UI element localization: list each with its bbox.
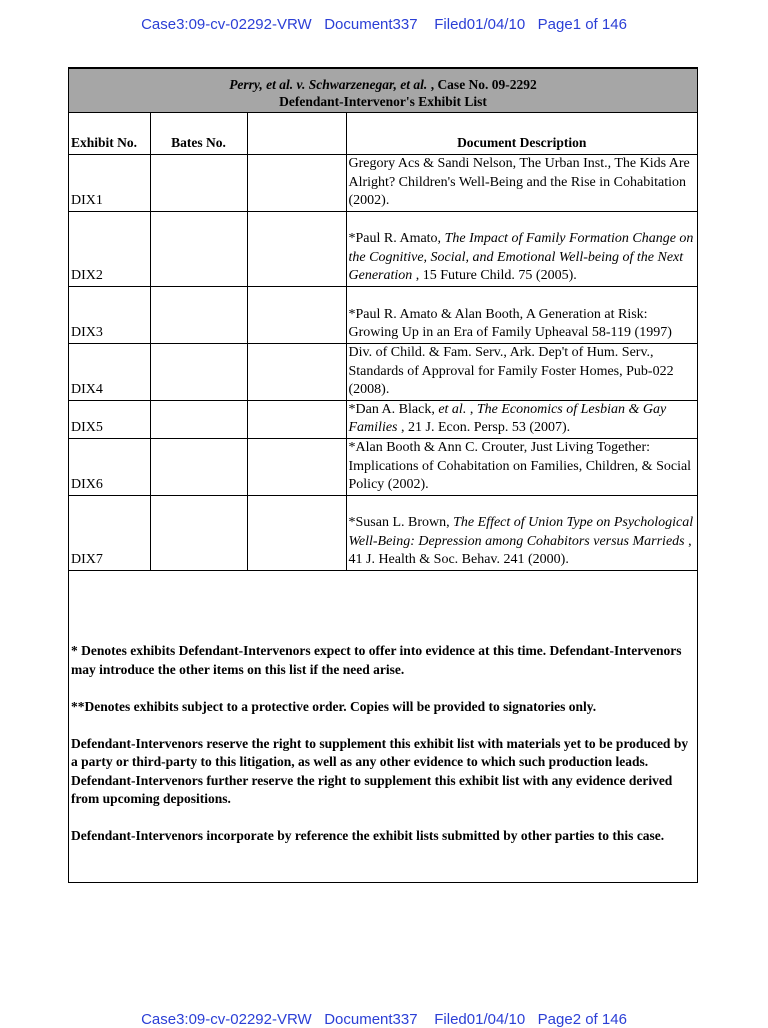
exhibit-table	[69, 113, 697, 571]
exhibit-number: DIX4	[69, 343, 150, 400]
description-title-segment: The Effect of Union Type on Psychological Well-Being: Depression among Cohabitors versus Marrieds	[348, 514, 694, 549]
description-text-segment: Gregory Acs & Sandi Nelson, The Urban Inst., The Kids Are Alright? Children's Well-Being and the Rise in Cohabitation (2002).	[348, 156, 690, 209]
case-caption	[69, 76, 697, 93]
exhibit-list-title: Defendant-Intervenor's Exhibit List	[279, 94, 487, 109]
offer-note: * Denotes exhibits Defendant-Intervenors expect to offer into evidence at this time. Defendant-Intervenors may introduce the other items on this list if the need arise.	[71, 643, 682, 677]
exhibit-number: DIX1	[69, 155, 150, 212]
header-exhibit-no: Exhibit No.	[69, 113, 150, 155]
blank-cell	[247, 211, 346, 286]
document-description	[346, 438, 697, 495]
document-description	[346, 286, 697, 343]
blank-cell	[247, 155, 346, 212]
document-description	[346, 495, 697, 570]
description-title-segment: The Economics of Lesbian & Gay Families	[348, 401, 667, 436]
blank-cell	[247, 438, 346, 495]
document-description	[346, 400, 697, 438]
table-row	[69, 343, 697, 400]
exhibit-notes	[71, 642, 695, 864]
description-text-segment: , 15 Future Child. 75 (2005).	[412, 268, 577, 284]
exhibit-number: DIX6	[69, 438, 150, 495]
description-text-segment: *Alan Booth & Ann C. Crouter, Just Living Together: Implications of Cohabitation on Families, Children, & Social Policy (2002).	[348, 439, 692, 493]
court-filing-header-stamp: Case3:09-cv-02292-VRW Document337 Filed01/04/10 Page1 of 146	[141, 16, 627, 33]
bates-number	[150, 400, 247, 438]
document-description	[346, 343, 697, 400]
exhibit-number: DIX2	[69, 211, 150, 286]
bates-number	[150, 211, 247, 286]
description-text-segment: *Susan L. Brown,	[348, 514, 454, 530]
table-row	[69, 155, 697, 212]
exhibit-number: DIX7	[69, 495, 150, 570]
description-text-segment: ,	[466, 401, 477, 417]
description-text-segment: , 41 J. Health & Soc. Behav. 241 (2000).	[348, 533, 692, 568]
bates-number	[150, 155, 247, 212]
description-text-segment: *Paul R. Amato,	[348, 231, 445, 246]
description-text-segment: *Dan A. Black,	[348, 401, 439, 417]
table-header-row	[69, 113, 697, 155]
header-document-description: Document Description	[346, 113, 697, 155]
court-filing-footer-stamp: Case3:09-cv-02292-VRW Document337 Filed01/04/10 Page2 of 146	[141, 1011, 627, 1028]
table-row	[69, 495, 697, 570]
blank-cell	[247, 343, 346, 400]
exhibit-number: DIX5	[69, 400, 150, 438]
description-title-segment: et al.	[438, 401, 467, 417]
table-row	[69, 400, 697, 438]
header-bates-no: Bates No.	[150, 113, 247, 155]
table-row	[69, 286, 697, 343]
bates-number	[150, 438, 247, 495]
exhibit-rows	[69, 155, 697, 571]
table-row	[69, 211, 697, 286]
blank-cell	[247, 495, 346, 570]
description-text-segment: *Paul R. Amato & Alan Booth, A Generation at Risk: Growing Up in an Era of Family Upheaval 58-119 (1997)	[348, 306, 672, 341]
document-description	[346, 155, 697, 212]
exhibit-list-title-band	[69, 68, 697, 113]
description-text-segment: Div. of Child. & Fam. Serv., Ark. Dep't of Hum. Serv., Standards of Approval for Family Foster Homes, Pub-022 (2008).	[348, 345, 674, 398]
document-description	[346, 211, 697, 286]
description-title-segment: The Impact of Family Formation Change on the Cognitive, Social, and Emotional Well-being of the Next Generation	[348, 231, 694, 284]
bates-number	[150, 495, 247, 570]
bates-number	[150, 286, 247, 343]
bates-number	[150, 343, 247, 400]
protective-order-note: **Denotes exhibits subject to a protective order. Copies will be provided to signatories only.	[71, 698, 597, 714]
case-number: , Case No. 09-2292	[427, 77, 537, 92]
case-name: Perry, et al. v. Schwarzenegar, et al.	[229, 77, 428, 92]
supplement-note: Defendant-Intervenors reserve the right to supplement this exhibit list with materials yet to be produced by a party or third-party to this litigation, as well as any other evidence to which such production leads. Defendant-Intervenors further reserve the right to supplement this exhibit list with any evidence derived from upcoming depositions.	[71, 735, 689, 806]
blank-cell	[247, 400, 346, 438]
incorporate-note: Defendant-Intervenors incorporate by reference the exhibit lists submitted by other parties to this case.	[71, 828, 665, 843]
exhibit-number: DIX3	[69, 286, 150, 343]
table-row	[69, 438, 697, 495]
header-blank	[247, 113, 346, 155]
exhibit-list-box	[68, 67, 698, 883]
blank-cell	[247, 286, 346, 343]
description-text-segment: , 21 J. Econ. Persp. 53 (2007).	[397, 420, 571, 436]
